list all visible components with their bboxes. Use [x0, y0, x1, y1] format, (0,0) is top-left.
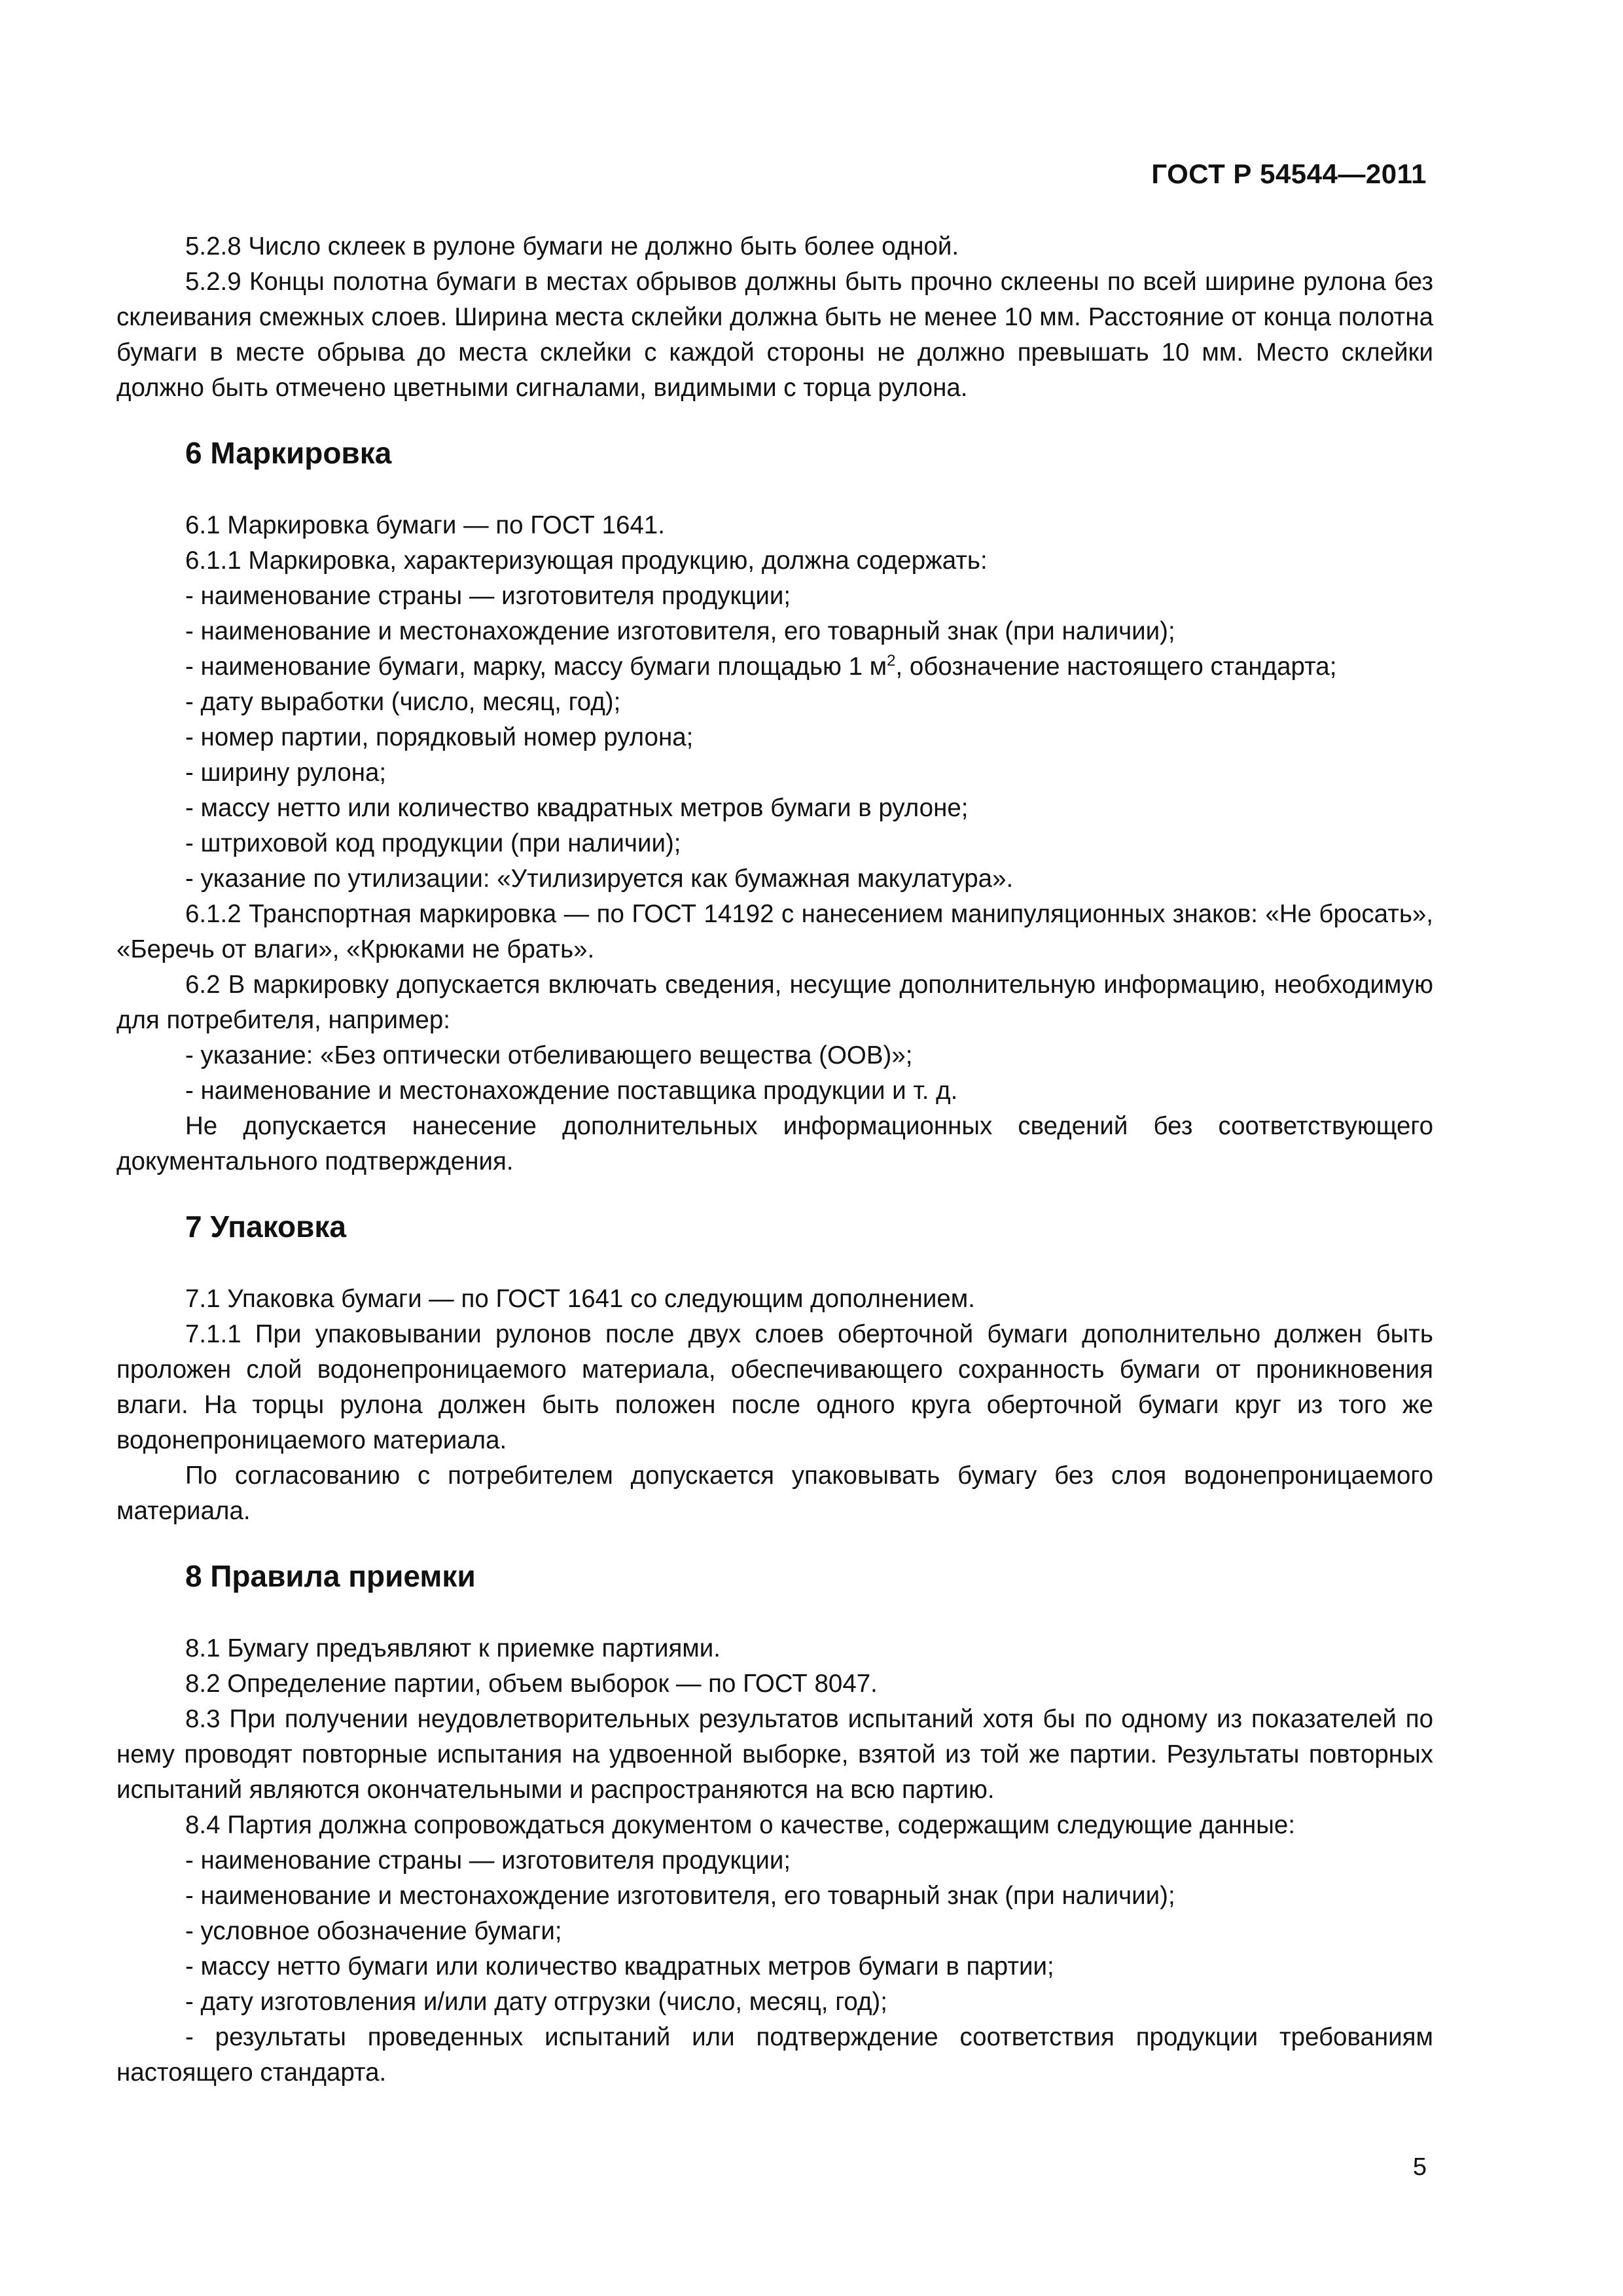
page-number: 5	[1412, 2153, 1427, 2181]
list-item: - условное обозначение бумаги;	[185, 1917, 562, 1945]
list-item: - дату выработки (число, месяц, год);	[185, 688, 621, 716]
clause-7-1: 7.1 Упаковка бумаги — по ГОСТ 1641 со следующим дополнением.	[185, 1285, 975, 1313]
clause-6-1-1: 6.1.1 Маркировка, характеризующая продукцию, должна содержать:	[185, 547, 988, 575]
list-6-1-1	[116, 579, 1433, 897]
list-item: - номер партии, порядковый номер рулона;	[185, 723, 694, 751]
list-item: - ширину рулона;	[185, 759, 387, 787]
section-8-heading: 8 Правила приемки	[185, 1559, 476, 1593]
list-item: - результаты проведенных испытаний или подтверждение соответствия продукции требованиям настоящего стандарта.	[116, 2023, 1433, 2087]
list-item	[116, 649, 1433, 685]
section-7-heading: 7 Упаковка	[185, 1210, 346, 1244]
clause-7-note: По согласованию с потребителем допускается упаковывать бумагу без слоя водонепроницаемого материала.	[116, 1462, 1433, 1525]
clause-8-1: 8.1 Бумагу предъявляют к приемке партиями.	[185, 1634, 721, 1662]
list-item: - наименование и местонахождение изготовителя, его товарный знак (при наличии);	[185, 1882, 1175, 1910]
list-item: - указание по утилизации: «Утилизируется как бумажная макулатура».	[185, 865, 1014, 893]
section-6-heading: 6 Маркировка	[185, 436, 392, 470]
list-item: - наименование страны — изготовителя продукции;	[185, 1846, 791, 1874]
list-item: - наименование и местонахождение поставщика продукции и т. д.	[185, 1077, 958, 1105]
clause-6-1-2: 6.1.2 Транспортная маркировка — по ГОСТ 14192 с нанесением манипуляционных знаков: «Не бросать», «Беречь от влаги», «Крюками не брать».	[116, 900, 1433, 963]
superscript: 2	[887, 652, 896, 670]
clause-5-2-8: 5.2.8 Число склеек в рулоне бумаги не должно быть более одной.	[185, 232, 959, 260]
page-content	[116, 229, 1433, 2090]
list-item: - дату изготовления и/или дату отгрузки (число, месяц, год);	[185, 1988, 887, 2016]
clause-6-2: 6.2 В маркировку допускается включать сведения, несущие дополнительную информацию, необходимую для потребителя, например:	[116, 971, 1433, 1034]
list-8-4	[116, 1843, 1433, 2090]
clause-7-1-1: 7.1.1 При упаковывании рулонов после двух слоев оберточной бумаги дополнительно должен быть проложен слой водонепроницаемого материала, обеспечивающего сохранность бумаги от проникновения влаги. На торцы рулона должен быть положен после одного круга оберточной бумаги круг из того же водонепроницаемого материала.	[116, 1320, 1433, 1454]
list-item: - штриховой код продукции (при наличии);	[185, 829, 681, 857]
clause-6-1: 6.1 Маркировка бумаги — по ГОСТ 1641.	[185, 511, 665, 539]
list-item-text: - наименование бумаги, марку, массу бумаги площадью 1 м	[185, 653, 887, 681]
clause-5-2-9: 5.2.9 Концы полотна бумаги в местах обрывов должны быть прочно склеены по всей ширине рулона без склеивания смежных слоев. Ширина места склейки должна быть не менее 10 мм. Расстояние от конца полотна бумаги в месте обрыва до места склейки с каждой стороны не должно превышать 10 мм. Место склейки должно быть отмечено цветными сигналами, видимыми с торца рулона.	[116, 268, 1433, 402]
list-item: - указание: «Без оптически отбеливающего вещества (ООВ)»;	[185, 1041, 913, 1069]
list-item: - наименование страны — изготовителя продукции;	[185, 582, 791, 610]
clause-8-3: 8.3 При получении неудовлетворительных результатов испытаний хотя бы по одному из показателей по нему проводят повторные испытания на удвоенной выборке, взятой из той же партии. Результаты повторных испытаний являются окончательными и распространяются на всю партию.	[116, 1705, 1433, 1804]
list-6-2	[116, 1038, 1433, 1109]
clause-8-4: 8.4 Партия должна сопровождаться документом о качестве, содержащим следующие данные:	[185, 1811, 1296, 1839]
clause-8-2: 8.2 Определение партии, объем выборок — по ГОСТ 8047.	[185, 1670, 878, 1698]
document-code: ГОСТ Р 54544—2011	[1151, 158, 1427, 189]
list-item: - наименование и местонахождение изготовителя, его товарный знак (при наличии);	[185, 617, 1175, 645]
list-item: - массу нетто или количество квадратных метров бумаги в рулоне;	[185, 794, 969, 822]
clause-6-2-note: Не допускается нанесение дополнительных информационных сведений без соответствующего документального подтверждения.	[116, 1112, 1433, 1175]
list-item-text: , обозначение настоящего стандарта;	[895, 653, 1337, 681]
list-item: - массу нетто бумаги или количество квадратных метров бумаги в партии;	[185, 1952, 1054, 1981]
